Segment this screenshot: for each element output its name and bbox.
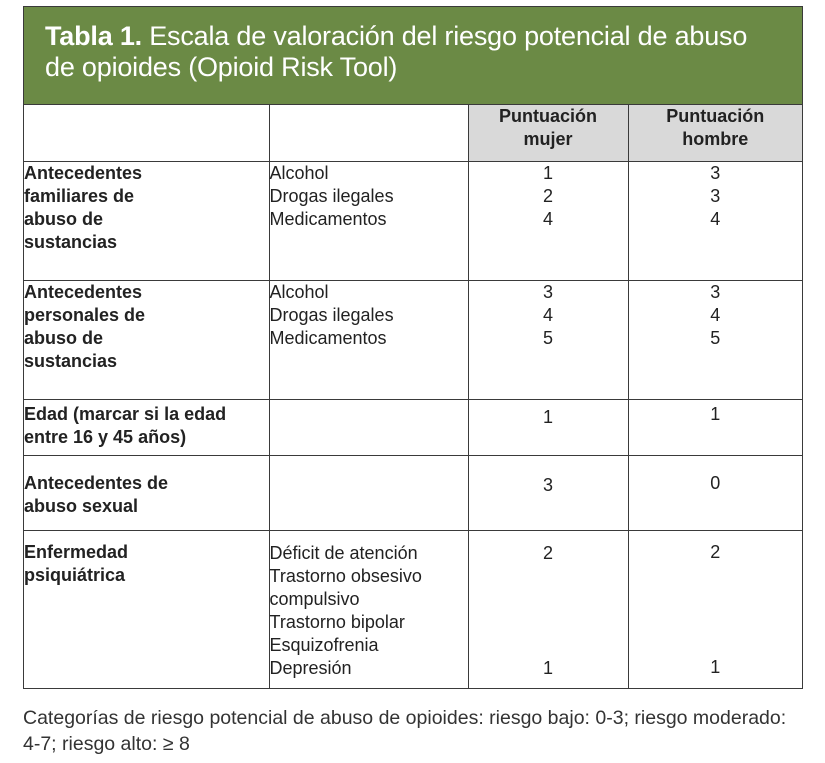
score-mujer-cell [468,280,628,399]
table-title-text: Escala de valoración del riesgo potencial de abuso de opioides (Opioid Risk Tool) [45,21,748,82]
score-value: 4 [542,208,553,229]
header-mujer-line: mujer [523,129,573,149]
header-blank-2 [269,105,468,161]
score-value: 3 [542,474,553,495]
item-label: Drogas ilegales [269,304,394,325]
category-line: Antecedentes de [24,472,169,493]
category-line: Antecedentes [24,281,143,302]
item-label: Trastorno bipolar [269,611,405,632]
items-cell [269,530,468,688]
score-value: 4 [710,208,721,229]
score-value: 4 [710,304,721,325]
item-label: Drogas ilegales [269,185,394,206]
score-mujer-cell [468,161,628,280]
table-label: Tabla 1. [45,21,142,51]
items-cell [269,399,468,455]
item-label: compulsivo [269,588,360,609]
item-label: Depresión [269,657,352,678]
risk-categories-note: Categorías de riesgo potencial de abuso de opioides: riesgo bajo: 0-3; riesgo moderado: 4-7; riesgo alto: ≥ 8 [23,707,787,755]
score-value: 3 [710,185,721,206]
score-hombre-cell [628,161,802,280]
item-label: Déficit de atención [269,542,418,563]
score-hombre-cell [628,455,802,530]
score-value: 3 [710,162,721,183]
table-row [24,530,802,688]
category-line: sustancias [24,231,118,252]
header-hombre [628,105,802,161]
item-label: Esquizofrenia [269,634,379,655]
category-line: familiares de [24,185,135,206]
table-row [24,280,802,399]
category-line: psiquiátrica [24,564,126,585]
table-title [24,7,802,105]
score-value: 3 [542,281,553,302]
score-hombre-cell [628,399,802,455]
category-cell [24,399,269,455]
score-value: 4 [542,304,553,325]
items-cell [269,280,468,399]
header-row [24,105,802,161]
score-mujer-cell [468,530,628,688]
header-hombre-line: hombre [682,129,749,149]
table-row [24,455,802,530]
category-line: abuso sexual [24,495,139,516]
table-frame [23,6,803,689]
items-cell [269,161,468,280]
item-label: Alcohol [269,281,329,302]
category-cell [24,161,269,280]
category-line: abuso de [24,327,104,348]
score-value: 5 [710,327,721,348]
category-line: Edad (marcar si la edad [24,403,227,424]
item-label: Alcohol [269,162,329,183]
category-line: Antecedentes [24,162,143,183]
category-cell [24,530,269,688]
score-value: 2 [542,185,553,206]
category-line: personales de [24,304,146,325]
category-cell [24,280,269,399]
item-label: Trastorno obsesivo [269,565,422,586]
category-cell [24,455,269,530]
score-value: 2 [710,541,721,562]
category-line: Enfermedad [24,541,129,562]
score-value: 2 [542,542,553,563]
score-value: 5 [542,327,553,348]
score-mujer-cell [468,399,628,455]
table-row [24,161,802,280]
header-blank-1 [24,105,269,161]
category-line: abuso de [24,208,104,229]
score-value: 1 [710,656,721,677]
score-hombre-cell [628,530,802,688]
header-mujer [468,105,628,161]
category-line: entre 16 y 45 años) [24,426,187,447]
header-hombre-line: Puntuación [666,106,765,126]
items-cell [269,455,468,530]
header-mujer-line: Puntuación [499,106,597,126]
category-line: sustancias [24,350,118,371]
score-value: 0 [710,472,721,493]
score-hombre-cell [628,280,802,399]
score-value: 1 [542,657,553,678]
score-value: 1 [710,403,721,424]
table-row [24,399,802,455]
item-label: Medicamentos [269,208,387,229]
item-label: Medicamentos [269,327,387,348]
score-value: 1 [542,406,553,427]
risk-table [24,105,802,688]
score-mujer-cell [468,455,628,530]
score-value: 3 [710,281,721,302]
score-value: 1 [542,162,553,183]
